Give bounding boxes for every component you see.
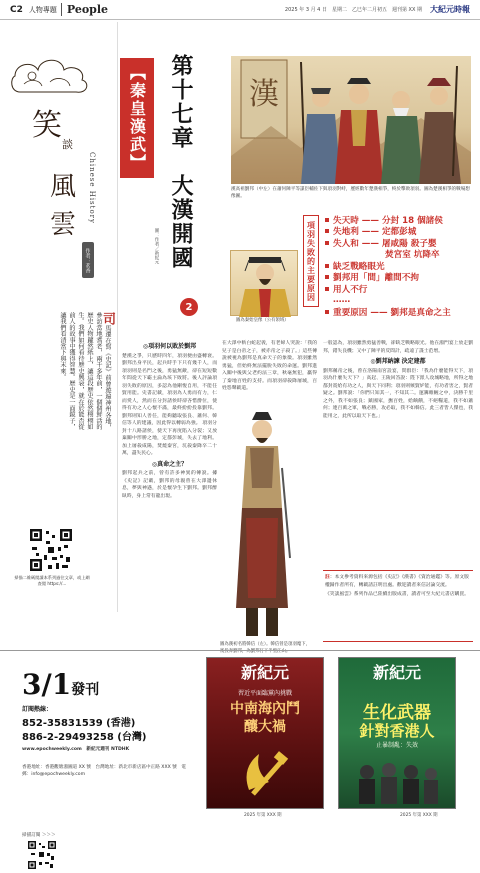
column-title-block bbox=[10, 32, 110, 273]
magazine-headline-2: 釀大禍 bbox=[244, 719, 286, 735]
issue-date: 2025 年 3 月 4 日 星期二 乙巳年二月初五 週刊第 XX 期 bbox=[284, 7, 422, 13]
subheading: ◎劉邦納諫 決定建都 bbox=[370, 358, 426, 365]
paragraph: 楚漢之爭，只歷時四年，項羽便由盛轉衰。劉邦出身平民，起兵時手下只有幾千人，而項羽則是名門之後，勇猛無敵，卻在短短數年間從天下霸主淪為垓下敗將。後人評論項羽失敗的原因，多認為他剛愎自用，不能任賢用能。史書記載，項羽為人勇而有力，仁而愛人，然而在分封諸侯時卻吝惜爵位，使得有功之人心懷不滿，最終紛紛投靠劉邦。劉邦則知人善任，能夠聽取張良、蕭何、韓信等人的建議，因此得以轉弱為強。 bbox=[122, 353, 217, 426]
subheading: ◎真命之主？ bbox=[151, 460, 188, 468]
paragraph: 劉邦起兵之前，曾有許多神異的傳說。據《史記》記載，劉邦的母親曾在大澤邊休息，夢與神遇，於是懷孕生下劉邦。劉邦醉臥時，身上常有龍出現。 bbox=[122, 471, 217, 499]
list-item: 失地利 —— 定都彭城 bbox=[325, 226, 475, 238]
general-figure-image bbox=[232, 408, 292, 640]
note-text: ：本文參考資料來源包括《史記》《漢書》《資治通鑑》等。原文版權歸作者所有，轉載請註明出處。歡迎讀者來信討論交流。 bbox=[325, 575, 469, 588]
subheading: ◎項羽何以敗於劉邦 bbox=[142, 343, 197, 350]
column-title-char-1: 笑 bbox=[32, 108, 62, 143]
ad-phone-hk[interactable]: 852-35831539 (香港) bbox=[22, 718, 136, 729]
list-item: 劉邦用「間」離間不拘 bbox=[325, 272, 475, 284]
qr-code-icon[interactable] bbox=[28, 527, 74, 573]
column-title-char-2: 談 bbox=[62, 138, 73, 151]
list-item: 缺乏戰略眼光 bbox=[325, 260, 475, 272]
magazine-caption-2: 2025 年第 XXX 期 bbox=[400, 813, 438, 818]
emperor-image-icon bbox=[231, 251, 299, 317]
magazine-subline: 習近平面臨黨內挑戰 bbox=[237, 690, 292, 697]
column-title-char-3: 風 bbox=[50, 172, 77, 202]
magazine-cover-2[interactable] bbox=[338, 657, 456, 809]
ad-qr-code-icon[interactable] bbox=[22, 840, 62, 870]
magazine-subline: 止暴制亂：失效 bbox=[375, 742, 418, 749]
intro-dropcap: 司 bbox=[100, 312, 115, 325]
list-item: …… bbox=[333, 295, 351, 306]
article-column-1 bbox=[122, 340, 217, 645]
bullet-icon bbox=[325, 264, 329, 268]
emperor-portrait bbox=[230, 250, 298, 316]
qr-caption: 掃描二維碼閱讀本系列過往文章，或上網查閱 https://... bbox=[14, 575, 90, 586]
magazine-headline-2: 針對香港人 bbox=[359, 722, 435, 740]
magazine-brand: 新紀元 bbox=[372, 663, 421, 682]
bullet-icon bbox=[325, 229, 329, 233]
list-item: 焚宮室 坑降卒 bbox=[385, 250, 440, 261]
general-caption: 圖為漢初名將韓信（左）。韓信曾是項羽麾下，後投奔劉邦，為劉邦打下半壁江山。 bbox=[220, 642, 311, 654]
article-column-3 bbox=[323, 340, 473, 566]
ad-subscribe-label: 訂閱熱線： bbox=[22, 706, 53, 713]
list-item: 失天時 —— 分封 18 個諸侯 bbox=[325, 214, 475, 226]
illustration-caption: 漢高祖劉邦（中左）在蕭何陳平等謀臣輔佐下與項羽對峙，歷經數年楚漢相爭，終於擊敗項羽。圖為楚漢相爭的戰場想像圖。 bbox=[231, 187, 470, 199]
paragraph: 一般認為，項羽雖然勇猛善戰，卻缺乏戰略眼光。他在鴻門宴上放走劉邦，錯失良機；又中了陳平的反間計，疏遠了謀士范增。 bbox=[323, 341, 473, 354]
warriors-image-icon bbox=[231, 56, 471, 184]
svg-text:漢: 漢 bbox=[249, 77, 279, 112]
part-number-badge: 2 bbox=[180, 298, 198, 316]
article-column-2 bbox=[222, 340, 317, 404]
battle-illustration bbox=[231, 56, 471, 184]
ad-scan-text: 掃描訂閱 ＞＞＞ bbox=[22, 833, 56, 838]
bullet-icon bbox=[325, 287, 329, 291]
list-item: 用人不行 bbox=[325, 283, 475, 295]
paragraph: 劉邦稱帝之後，曾在洛陽南宮設宴，問群臣：「我為什麼能得天下，項羽為什麼失天下？」高起、王陵回答說：陛下派人攻城略地，所得之地都封賞給有功之人，與天下同利；項羽則嫉賢妒能，有功者害之，賢者疑之。劉邦說：「你們只知其一，不知其二。運籌帷幄之中，決勝千里之外，我不如張良；鎮國家，撫百姓，給餉饋，不絕糧道，我不如蕭何；連百萬之軍，戰必勝，攻必取，我不如韓信。此三者皆人傑也，我能用之，此所以取天下也。」 bbox=[323, 368, 473, 419]
bullet-icon bbox=[325, 241, 329, 245]
list-item: 重要原因 —— 劉邦是真命之主 bbox=[325, 306, 475, 318]
column-author-tag: 作者：茗香 bbox=[82, 242, 94, 278]
paragraph: 在大澤中斬白蛇起義，有老婦人哭說：「我的兒子是白帝之子，被赤帝之子殺了。」這些傳說被視為劉邦是真命天子的象徵。項羽雖然勇猛，但始終無法擺脫失敗的命運。劉邦進入關中後與父老約法三章，秋毫無犯，贏得了秦地百姓的支持。而項羽卻殺降屠城，百姓怨聲載道。 bbox=[222, 341, 317, 391]
article-note bbox=[323, 570, 473, 642]
article-headline: 第十七章 大漢開國 bbox=[168, 54, 194, 270]
bullet-icon bbox=[325, 310, 329, 314]
section-name: 人物專題 bbox=[28, 5, 57, 14]
reasons-box-title: 項羽失敗的主要原因 bbox=[303, 215, 319, 307]
intro-text: 馬遷在寫《史記》前曾遊遍神州各地，參訪當地耆老，兩千多年前，一個個鮮活的歷史人物躍然紙上，讓這段歷史依然栩栩如生。我們如何看待歷史興衰，就在於能否從前人的故事中獲得智慧。歷史是一面鏡子，讓我們看清當下與未來。 bbox=[59, 312, 111, 431]
magazine-headline-1: 中南海內鬥 bbox=[230, 701, 300, 717]
column-title-char-4: 雲 bbox=[50, 210, 77, 240]
page-number: C2 bbox=[10, 4, 23, 15]
newspaper-logo: 大紀元時報 bbox=[430, 4, 470, 14]
portrait-caption: 圖為秦始皇像（公有領域） bbox=[236, 318, 289, 323]
article-byline: 圖：作者／新紀元 bbox=[154, 228, 159, 264]
column-intro bbox=[8, 312, 115, 432]
ad-info: 香港地址：香港觀塘鴻圖道 XX 號 台灣地址：新北市新店區中正路 XXX 號 電郵：info@epochweekly.com bbox=[22, 765, 186, 777]
bullet-icon bbox=[325, 218, 329, 222]
ad-website[interactable]: www.epochweekly.com 新紀元週刊 NTDHK bbox=[22, 747, 130, 752]
paragraph: 項羽分封十八路諸侯，使天下再度陷入分裂；又放棄關中形勝之地，定都彭城，失去了地利。加上屠殺咸陽，焚燒秦宮，坑殺秦降卒二十萬，盡失民心。 bbox=[122, 421, 217, 456]
section-name-en: People bbox=[61, 3, 108, 16]
reasons-list bbox=[325, 214, 475, 318]
note-dropcap: 註 bbox=[325, 575, 330, 580]
magazine-cover-1[interactable] bbox=[206, 657, 324, 809]
hammer-sickle-icon bbox=[235, 742, 297, 804]
ad-release-date: 3/1發刊 bbox=[22, 668, 100, 701]
bullet-icon bbox=[325, 275, 329, 279]
list-item: 失人和 —— 屠咸陽 殺子嬰 bbox=[325, 237, 475, 249]
crowd-image-icon bbox=[353, 754, 443, 804]
note-text-2: 《笑談風雲》系列作品已陸續出版成書，讀者可至大紀元書店購買。 bbox=[325, 592, 469, 597]
page-header bbox=[0, 0, 480, 20]
cloud-ornament-icon bbox=[10, 46, 90, 106]
column-subtitle: Chinese History bbox=[88, 152, 96, 224]
magazine-caption-1: 2025 年第 XXX 期 bbox=[244, 813, 282, 818]
magazine-brand: 新紀元 bbox=[240, 663, 289, 682]
magazine-headline-1: 生化武器 bbox=[363, 703, 431, 723]
ad-phone-tw[interactable]: 886-2-29493258 (台灣) bbox=[22, 732, 147, 743]
chapter-label: 【秦皇漢武】 bbox=[120, 58, 154, 178]
column-sidebar bbox=[0, 22, 118, 612]
